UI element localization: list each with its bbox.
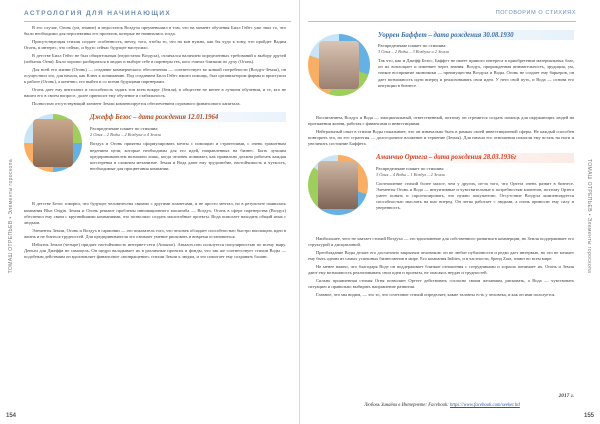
- right-header: [308, 6, 576, 20]
- caption-values: 3 Огня – 4 Воды – 1 Воздух – 2 Земли: [376, 171, 445, 177]
- footer-text: Любовь Зинаёва в Интернете:: [364, 403, 428, 408]
- paragraph: Главное, что мы видим, — это то, что сочетание стихий определяет, какие таланты есть у человека, и как он ими пользуется.: [316, 291, 556, 297]
- profile-text: Так что, как и Джефф Безос, Баффет не имеет прямого интереса в приобретении материальных благ, он их воплощает и изменяет через знания. Воздух, прирожденная внимательность, эрудиция, ум, тонкое восприятие экономики — преимущества Воздуха и Воды. Огонь не создает ему барьеров, он дает возможность идти вперед и реализовывать свои идеи. У него свой путь, и Вода — основа его интуиции в бизнесе.: [378, 58, 574, 88]
- left-side-text: ТОМАШ ОТРЕПЬЕВ • Элементы гороскопа: [8, 158, 14, 274]
- paragraph: В детстве Безос говорил, что будущее человечества связано с другими планетами, и не просто мечтал, но в результате появилась компания Blue Origin. Земля и Огонь решают проблемы инновационного масштаба — Воздух. Огонь в сфере партнерства (Воздух) обеспечил ему связи с крупнейшими компаниями, что позволило создать масштабные проекты. Вода помогает находить общий язык с людьми.: [24, 201, 286, 226]
- paragraph: Наибольшее, чего не хватает стихий Воздуха — это вдохновение для собственного развития в коммерции, но Земля поддерживает его структурой и дисциплиной.: [308, 235, 574, 247]
- caption-values: 3 Огня – 2 Воды – 3 Воздуха и 2 Земли: [378, 49, 449, 54]
- paragraph: Не менее важно, что благодаря Воде он поддерживает близкие отношения с сотрудниками и хорошо понимает их. Огонь и Земля дают ему возможность реализовывать свои идеи и проекты, не опасаясь неудач и трудностей.: [308, 263, 574, 275]
- page-number-right: 155: [583, 413, 594, 419]
- paragraph: Преобладание Воды делает его достаточно закрытым человеком: он не любит публичности и редко дает интервью, но это не мешает ему быть одним из самых успешных бизнесменов в мире. Его компания Inditex, и в частности, бренд Zara, знают во всем мире.: [308, 249, 574, 261]
- right-body-text-2: [308, 236, 574, 298]
- right-header-title: ПОГОВОРИМ О СТИХИЯХ: [495, 10, 576, 16]
- paragraph: Избыток Земли (четыре) придает настойчивость интернет-сети (Amazon). Amazon.com пользуется популярностью по всему миру. Деньги для Джеффа не самоцель. Он щедро вкладывает их в различные проекты и фонды, что так же соответствует стихии Воды — подобным действиям он вдохновляет финансовое «возвращение» стихии Земли к людям, и это помогает ему сохранять баланс.: [24, 241, 286, 260]
- paragraph: Сильно проявленная стихия Огня позволяет Ортеге действовать согласно своим желаниям, рисковать, а Вода — чувствовать ситуацию и правильно выбирать направление развития.: [308, 277, 574, 289]
- paragraph: Воспитанием, Воздух и Вода — эмоциональный, ответственный, поэтому он стремится создать помощь для окружающих людей на протяжении жизни, работая с финансами и инвестициями.: [308, 115, 574, 127]
- page-number-left: 154: [6, 413, 17, 419]
- right-side-strip: [582, 22, 596, 410]
- paragraph: Присутствующая стихия создает особенность, мечту, того, чтобы то, что на кон нужно, как бы чудо к тому, что пройдет Вадим Огонь, и интерес, что сейчас, и будто сейчас будущее наступило.: [24, 39, 286, 51]
- left-header-title: АСТРОЛОГИЯ ДЛЯ НАЧИНАЮЩИХ: [24, 9, 172, 17]
- profile-text: Воздух и Огонь приятны сформулировать мечты с помощью и стратегиями, с очень грамотным ведением цели, которые необходимы для его идей, направленных на бизнес. Быть лучшим предпринимателем возможно лишь, когда человек понимает, как правильно должна работать каждая шестеренка в сложном механизме. Земля и Вода дают ему трудолюбие, настойчивость и чуткость, необходимые для процветания компании.: [90, 141, 286, 172]
- paragraph: В детстве Билл Гейтс не был общительным (недостаток Воздуха), отличался наличием определенных требований к выбору друзей (избыток Огня). Было хорошо разбираться в людях и выборе себе в партнеры тех, кого считал близким по духу (Огонь).: [24, 53, 286, 65]
- paragraph: В его случае, Огонь (ум, знание) и недостаток Воздуха преуменьшил в том, что на момент обучения Билл Гейтс уже знал то, что было необходимо для перспективы его проектов, которые не начинались тогда.: [24, 25, 286, 37]
- paragraph: Нейтральный опыт в стихии Воды показывает, что он изначально быть в рамках своей инвестиционной сферы. Не каждый способен повторить это, но его стратегия — долгосрочное вложение и терпение (Земля). Для начала его отношения помогли ему встать на ноги и увеличить состояние Баффета.: [308, 129, 574, 147]
- paragraph: Элементы Земли, Огонь и Воздух в гармонии — это показатель того, что человек обладает способностью быстро воплощать идеи в жизнь и не бояться трудностей. Для предпринимателя это означает умение рисковать и вовремя остановиться.: [24, 227, 286, 240]
- portrait-photo: [319, 41, 359, 89]
- caption-values: 2 Огня – 2 Воды – 2 Воздуха и 4 Земли: [90, 132, 161, 138]
- profile-title: Уоррен Баффет – дата рождения 30.08.1930: [372, 30, 574, 40]
- profile-title: Аманчио Ортега – дата рождения 28.03.1936г: [370, 153, 574, 163]
- facebook-link[interactable]: https://www.facebook.com/seeker.ltd: [449, 403, 520, 408]
- left-header: [24, 6, 291, 20]
- right-column: [308, 25, 574, 299]
- caption-heading: Распределение планет по стихиям:: [378, 43, 447, 48]
- right-side-text: ТОМАШ ОТРЕПЬЕВ • Элементы гороскопа: [586, 158, 592, 274]
- right-header-rule: [308, 21, 576, 22]
- profile-caption: [90, 126, 280, 138]
- profile-bezos: [24, 110, 286, 198]
- profile-text: Соотношение стихий более малое, чем у других, из-за того, что Ортега очень развит в бизнесе. Элементы Огонь и Вода — интуитивные и чувствительные к потребностям клиентов, поэтому Ортега умеет понять и спрогнозировать, что нужно покупателю. Отсутствие Воздуха компенсируется способностью мыслить на шаг вперед. Он легко работает с людьми, а огонь приносит ему силу и уверенность.: [376, 180, 574, 211]
- footer-note: [308, 403, 576, 408]
- paragraph: Для всей его жизни (Огонь) — создание коммерческого обеспечения — соответствует во конкой потребности (Воздух-Земля), он осуществил это, для начала, как Ключ к пониманию. Под созданием Билл Гейтс нашел помощь, был организатором фирмы и приступил к работе (Огонь), а конечно, его выйти и со всеми будущими партнерами.: [24, 67, 286, 85]
- profile-ortega: [308, 151, 574, 233]
- footer-link-label: Facebook:: [428, 403, 449, 408]
- left-header-rule: [24, 21, 291, 22]
- left-body-text: [24, 201, 286, 260]
- left-column: [24, 25, 286, 262]
- caption-heading: Распределение планет по стихиям:: [90, 126, 159, 132]
- right-body-text-1: [308, 115, 574, 148]
- profile-title: Джефф Безос – дата рождения 12.01.1964: [84, 112, 286, 122]
- profile-buffett: [308, 28, 574, 112]
- caption-heading: Распределение планет по стихиям:: [376, 165, 445, 171]
- profile-caption: [376, 166, 566, 178]
- year-label: 2017 г.: [558, 393, 574, 399]
- portrait-photo: [318, 161, 358, 209]
- right-page: [300, 0, 600, 424]
- paragraph: Огонь дает ему интеллект и способность задать тон всем вокруг (Земля), в обществе не менее в лучшем обучении, и те, кто не нашел его в своем вопросе, далее приносит ему обучение и стабильность.: [24, 87, 286, 99]
- paragraph: Полностью отсутствующий элемент Земли компенсируется обеспечением огромного финансового капитала.: [32, 101, 241, 107]
- portrait-photo: [33, 119, 73, 167]
- left-intro-text: [24, 25, 286, 107]
- profile-caption: [378, 43, 568, 55]
- left-side-strip: [4, 22, 18, 410]
